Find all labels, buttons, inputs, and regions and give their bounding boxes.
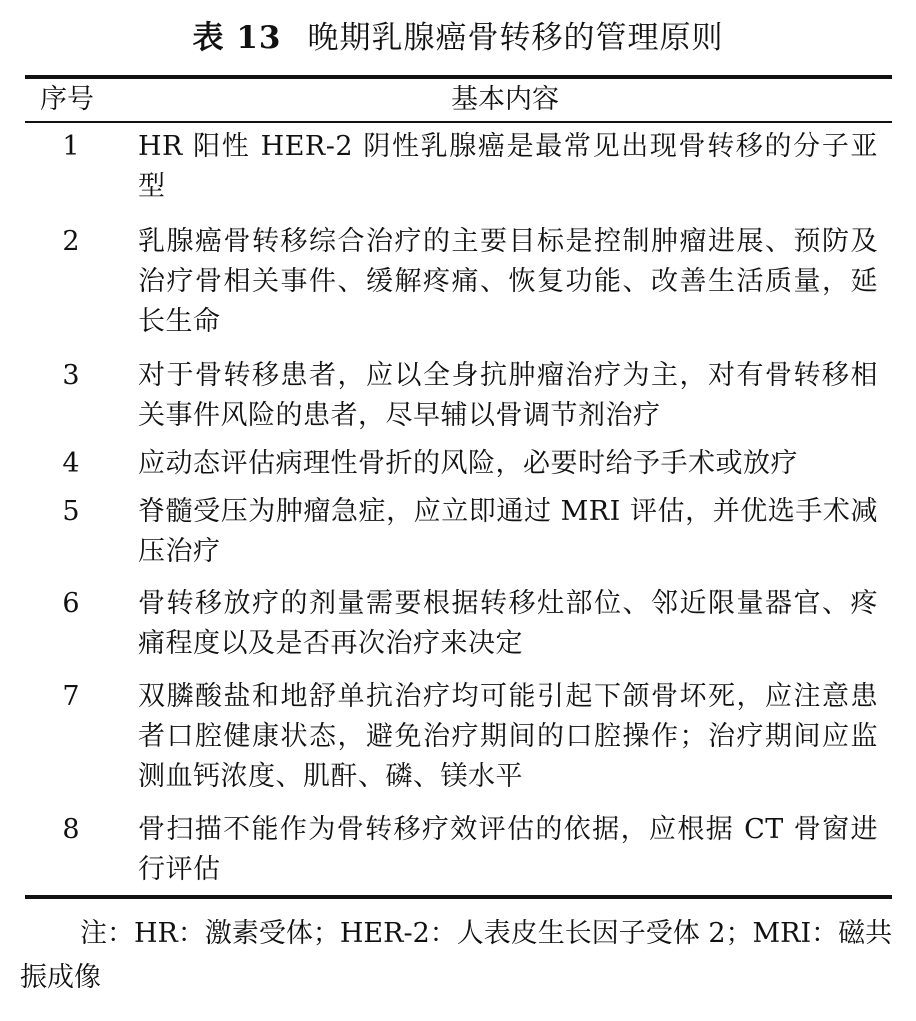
header-content: 基本内容 bbox=[451, 84, 559, 115]
table-title: 晚期乳腺癌骨转移的管理原则 bbox=[307, 20, 724, 56]
table-caption bbox=[0, 16, 916, 60]
row-number: 7 bbox=[62, 681, 80, 712]
header-number: 序号 bbox=[40, 84, 94, 115]
table-label: 表 13 bbox=[192, 20, 282, 56]
row-content: 应动态评估病理性骨折的风险，必要时给予手术或放疗 bbox=[138, 448, 798, 479]
row-content: 双膦酸盐和地舒单抗治疗均可能引起下颌骨坏死，应注意患者口腔健康状态，避免治疗期间的口腔操作；治疗期间应监测血钙浓度、肌酐、磷、镁水平 bbox=[138, 681, 878, 792]
header-rule bbox=[25, 121, 892, 123]
row-content: 脊髓受压为肿瘤急症，应立即通过 MRI 评估，并优选手术减压治疗 bbox=[138, 496, 878, 567]
row-number: 3 bbox=[62, 360, 80, 391]
row-number: 4 bbox=[62, 448, 80, 479]
bottom-rule bbox=[25, 895, 892, 899]
row-content: 乳腺癌骨转移综合治疗的主要目标是控制肿瘤进展、预防及治疗骨相关事件、缓解疼痛、恢复功能、改善生活质量，延长生命 bbox=[138, 226, 878, 337]
row-content: 骨转移放疗的剂量需要根据转移灶部位、邻近限量器官、疼痛程度以及是否再次治疗来决定 bbox=[138, 588, 878, 659]
row-content: 对于骨转移患者，应以全身抗肿瘤治疗为主，对有骨转移相关事件风险的患者，尽早辅以骨调节剂治疗 bbox=[138, 360, 878, 431]
row-number: 5 bbox=[62, 496, 80, 527]
table-note: 注：HR：激素受体；HER-2：人表皮生长因子受体 2；MRI：磁共振成像 bbox=[20, 918, 893, 993]
row-number: 2 bbox=[62, 226, 80, 257]
row-content: 骨扫描不能作为骨转移疗效评估的依据，应根据 CT 骨窗进行评估 bbox=[138, 814, 878, 885]
row-content: HR 阳性 HER-2 阴性乳腺癌是最常见出现骨转移的分子亚型 bbox=[138, 131, 878, 202]
row-number: 6 bbox=[62, 588, 80, 619]
row-number: 8 bbox=[62, 814, 80, 845]
top-rule bbox=[25, 75, 892, 79]
row-number: 1 bbox=[62, 131, 80, 162]
